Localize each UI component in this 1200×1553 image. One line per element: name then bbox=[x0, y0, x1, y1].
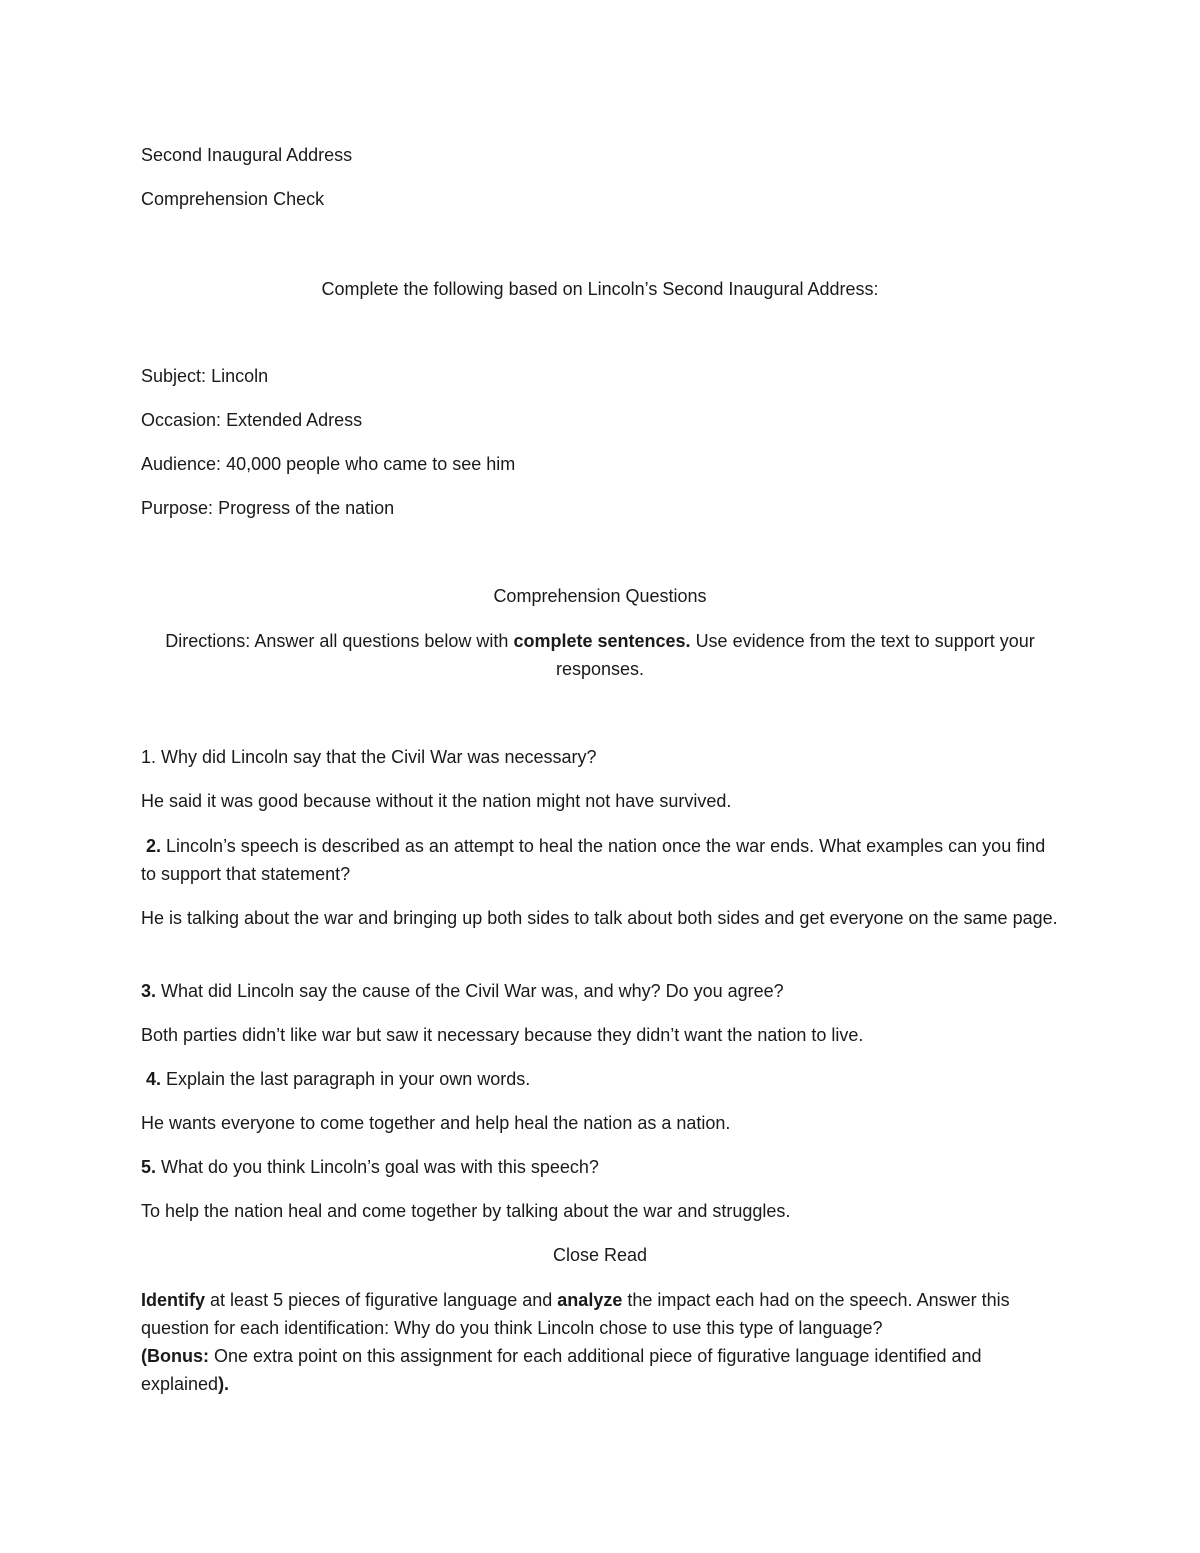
field-value: 40,000 people who came to see him bbox=[226, 454, 516, 474]
field-label: Occasion: bbox=[141, 410, 222, 430]
close-read-text-2: the impact each had on the speech. Answer this question for each identification: Why do you think Lincoln chose to use this type of language? bbox=[141, 1290, 1010, 1338]
question-text: What do you think Lincoln’s goal was with this speech? bbox=[161, 1157, 599, 1177]
bonus-label: Bonus: bbox=[147, 1346, 209, 1366]
answer-4: He wants everyone to come together and help heal the nation as a nation. bbox=[141, 1113, 731, 1133]
analyze-keyword: analyze bbox=[557, 1290, 623, 1310]
field-audience bbox=[141, 450, 1059, 478]
question-3 bbox=[141, 977, 1059, 1005]
field-label: Audience: bbox=[141, 454, 222, 474]
directions-emphasis: complete sentences. bbox=[513, 631, 691, 651]
intro-instruction: Complete the following based on Lincoln’s Second Inaugural Address: bbox=[321, 279, 879, 299]
field-value: Lincoln bbox=[211, 366, 269, 386]
answer-1: He said it was good because without it the nation might not have survived. bbox=[141, 791, 732, 811]
close-read-instructions bbox=[141, 1286, 1059, 1398]
bonus-open-paren: ( bbox=[141, 1346, 147, 1366]
question-1 bbox=[141, 743, 1059, 771]
field-occasion bbox=[141, 406, 1059, 434]
question-text: Explain the last paragraph in your own words. bbox=[166, 1069, 531, 1089]
question-number: 1. bbox=[141, 747, 157, 767]
field-subject bbox=[141, 362, 1059, 390]
bonus-close-paren: ). bbox=[218, 1374, 230, 1394]
question-text: What did Lincoln say the cause of the Civil War was, and why? Do you agree? bbox=[161, 981, 784, 1001]
question-number: 2. bbox=[146, 836, 162, 856]
directions-text-before: Answer all questions below with bbox=[254, 631, 509, 651]
field-value: Progress of the nation bbox=[218, 498, 395, 518]
close-read-heading: Close Read bbox=[552, 1245, 648, 1265]
question-number: 5. bbox=[141, 1157, 157, 1177]
directions-label: Directions: bbox=[165, 631, 251, 651]
field-label: Purpose: bbox=[141, 498, 214, 518]
document-title: Second Inaugural Address bbox=[141, 145, 353, 165]
answer-2: He is talking about the war and bringing up both sides to talk about both sides and get everyone on the same page. bbox=[141, 908, 1058, 928]
document-subtitle: Comprehension Check bbox=[141, 189, 325, 209]
answer-5: To help the nation heal and come together by talking about the war and struggles. bbox=[141, 1201, 791, 1221]
question-text: Lincoln’s speech is described as an attempt to heal the nation once the war ends. What examples can you find to support that statement? bbox=[141, 836, 1046, 884]
directions bbox=[141, 627, 1059, 683]
question-text: Why did Lincoln say that the Civil War was necessary? bbox=[161, 747, 597, 767]
question-number: 4. bbox=[146, 1069, 162, 1089]
field-purpose bbox=[141, 494, 1059, 522]
question-4 bbox=[141, 1065, 1064, 1093]
directions-text-after: Use evidence from the text to support your responses. bbox=[555, 631, 1035, 679]
question-5 bbox=[141, 1153, 1059, 1181]
bonus-text: One extra point on this assignment for each additional piece of figurative language identified and explained bbox=[141, 1346, 982, 1394]
identify-keyword: Identify bbox=[141, 1290, 206, 1310]
question-2 bbox=[141, 832, 1059, 888]
field-label: Subject: bbox=[141, 366, 207, 386]
close-read-text-1: at least 5 pieces of figurative language and bbox=[210, 1290, 553, 1310]
answer-3: Both parties didn’t like war but saw it necessary because they didn’t want the nation to live. bbox=[141, 1025, 864, 1045]
field-value: Extended Adress bbox=[226, 410, 363, 430]
question-number: 3. bbox=[141, 981, 157, 1001]
questions-heading: Comprehension Questions bbox=[493, 586, 707, 606]
